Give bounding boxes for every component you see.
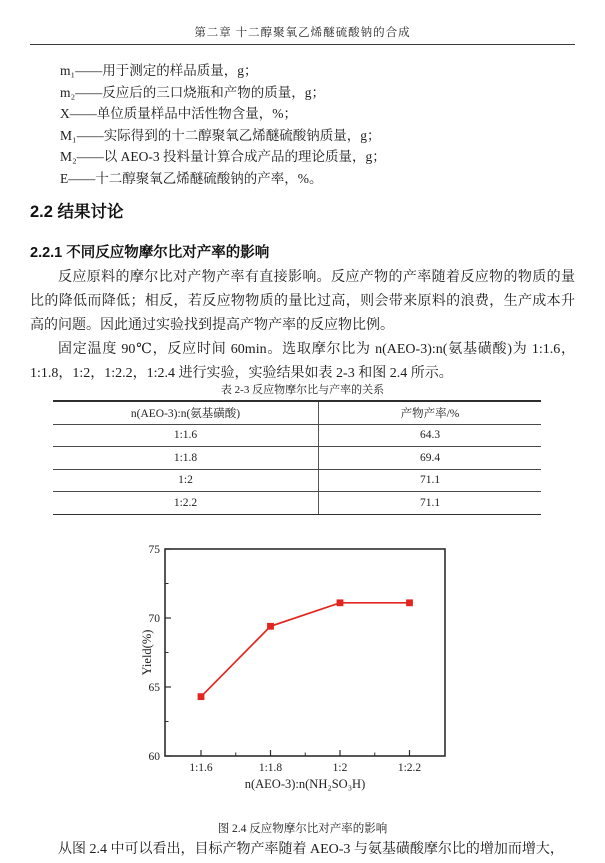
table-row (53, 447, 541, 470)
table-header-row (53, 401, 541, 424)
table-2-3-caption: 表 2-3 反应物摩尔比与产率的关系 (220, 384, 385, 396)
x-tick-label: 1:1.8 (258, 762, 283, 774)
definition-x: X——单位质量样品中活性物含量，%； (60, 106, 297, 121)
definition-m1: m₁——用于测定的样品质量，g； (60, 63, 258, 78)
yield-data-line (201, 603, 410, 697)
variable-definition-list (60, 60, 575, 189)
section-heading-2-2-1: 2.2.1 不同反应物摩尔比对产率的影响 (30, 245, 270, 261)
header-divider (30, 44, 575, 45)
table-row (53, 424, 541, 447)
table-cell-ratio: 1:2 (53, 469, 319, 492)
definition-M2: M₂——以 AEO-3 投料量计算合成产品的理论质量，g； (60, 149, 386, 164)
table-molar-ratio-vs-yield (53, 400, 541, 515)
definition-M1: M₁——实际得到的十二醇聚氧乙烯醚硫酸钠质量，g； (60, 127, 381, 143)
page-header-chapter-title: 第二章 十二醇聚氧乙烯醚硫酸钠的合成 (194, 27, 411, 39)
data-point-marker (337, 599, 344, 606)
table-cell-ratio: 1:1.6 (53, 424, 319, 447)
yield-line-chart (140, 540, 470, 805)
table-cell-yield: 71.1 (319, 469, 542, 492)
y-tick-label: 70 (148, 613, 160, 625)
x-axis-label: n(AEO-3):n(NH₂SO₃H) (244, 777, 366, 791)
paragraph-experiment-conditions: 固定温度 90℃，反应时间 60min。选取摩尔比为 n(AEO-3):n(氨基磺酸)为 1:1.6，1:1.8，1:2，1:2.2，1:2.4 进行实验，实验结果如表 2-3 和图 2.4 所示。 (30, 342, 575, 381)
table-cell-ratio: 1:1.8 (53, 447, 319, 470)
table-header-yield: 产物产率/% (319, 401, 542, 424)
figure-2-4 (140, 540, 470, 805)
x-tick-label: 1:2 (332, 762, 348, 774)
paragraph-figure-discussion: 从图 2.4 中可以看出，目标产物产率随着 AEO-3 与氨基磺酸摩尔比的增加而增大， (58, 842, 564, 857)
table-row (53, 492, 541, 515)
table-cell-yield: 69.4 (319, 447, 542, 470)
plot-frame (165, 549, 445, 756)
y-axis-label: Yield(%) (140, 629, 154, 676)
definition-m2: m₂——反应后的三口烧瓶和产物的质量，g； (60, 84, 325, 100)
data-point-marker (406, 599, 413, 606)
table-header-ratio: n(AEO-3):n(氨基磺酸) (53, 401, 319, 424)
y-tick-label: 65 (148, 682, 160, 694)
definition-E: E——十二醇聚氧乙烯醚硫酸钠的产率，%。 (60, 170, 323, 186)
table-cell-yield: 64.3 (319, 424, 542, 447)
x-tick-label: 1:1.6 (189, 762, 213, 774)
data-point-marker (198, 693, 205, 700)
y-tick-label: 60 (148, 751, 160, 763)
table-row (53, 469, 541, 492)
paragraph-molar-ratio-intro: 反应原料的摩尔比对产物产率有直接影响。反应产物的产率随着反应物的物质的量比的降低而降低；相反，若反应物物质的量比过高，则会带来原料的浪费，生产成本升高的问题。因此通过实验找到提高产物产率的反应物比例。 (30, 270, 575, 333)
table-cell-yield: 71.1 (319, 492, 542, 515)
y-tick-label: 75 (148, 544, 160, 556)
data-point-marker (267, 623, 274, 630)
figure-2-4-caption: 图 2.4 反应物摩尔比对产率的影响 (217, 823, 388, 835)
section-heading-2-2: 2.2 结果讨论 (30, 203, 124, 221)
table-cell-ratio: 1:2.2 (53, 492, 319, 515)
x-tick-label: 1:2.2 (397, 762, 422, 774)
